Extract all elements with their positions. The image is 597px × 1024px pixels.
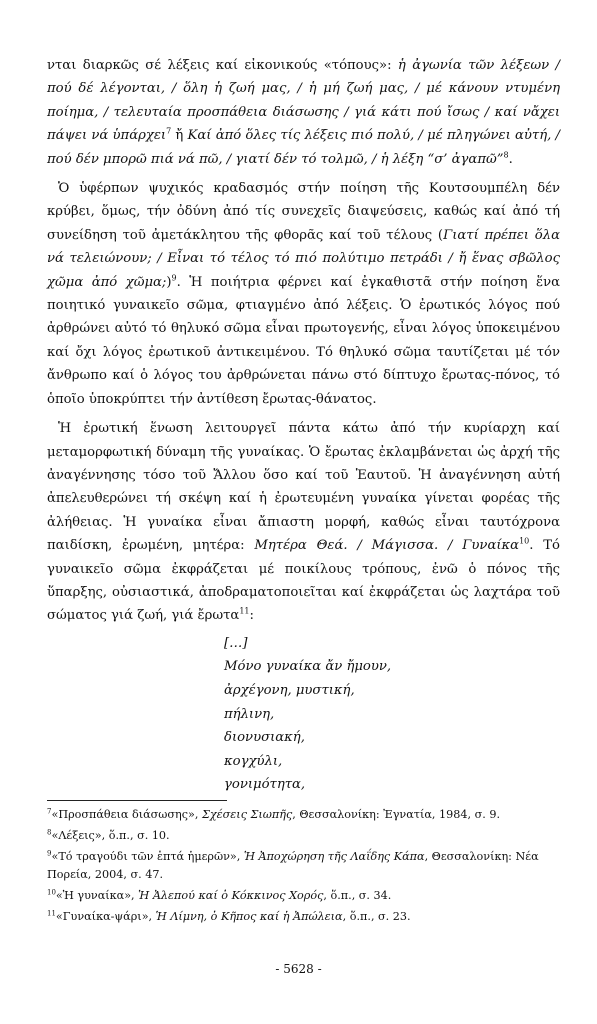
footnote-text: , ὅ.π., σ. 34. — [323, 889, 392, 902]
footnote-ref[interactable]: 7 — [166, 126, 172, 136]
text: ) — [166, 274, 172, 290]
footnote-text: «Τό τραγούδι τῶν ἑπτά ἡμερῶν», — [51, 850, 244, 863]
poem-quote: Μητέρα Θεά. / Μάγισσα. / Γυναίκα — [254, 538, 520, 554]
footnote-title: Ἡ Ἀποχώρηση τῆς Λαΐδης Κάπα — [243, 850, 425, 863]
paragraph-1 — [47, 54, 560, 171]
footnotes — [47, 806, 560, 929]
poem-quote: ἡ ἀγωνία τῶν λέξεων / πού δέ λέγονται, / ὅλη ἡ ζωή μας, / ἡ μή ζωή μας, / μέ κάνουν ντυμένη ποίημα, / τελευταία προσπάθεια διάσωσης / γιά κάτι πού ἴσως / καί νἄχει πάψει νά ὑπάρχει — [47, 58, 560, 144]
footnote-number: 11 — [47, 909, 56, 918]
footnote-ref[interactable]: 11 — [239, 606, 250, 616]
text: νται διαρκῶς σέ λέξεις καί εἰκονικούς «τόπους»: — [47, 58, 398, 73]
text: ἤ — [171, 128, 188, 144]
poem-line: γονιμότητα, — [224, 777, 306, 793]
footnote-number: 7 — [47, 807, 52, 816]
footnote-text: , ὅ.π., σ. 23. — [342, 910, 411, 923]
poem-line: ἀρχέγονη, μυστική, — [224, 682, 355, 698]
footnote — [47, 806, 560, 824]
footnote — [47, 887, 560, 905]
footnote — [47, 848, 560, 884]
paragraph-3 — [47, 417, 560, 628]
poem-line: […] — [224, 635, 248, 651]
footnote-divider — [47, 800, 227, 801]
text: : — [249, 608, 254, 624]
footnote-number: 9 — [47, 849, 52, 858]
main-text — [47, 54, 560, 797]
text: Ὁ ὑφέρπων ψυχικός κραδασμός στήν ποίηση τῆς Κουτσουμπέλη δέν κρύβει, ὅμως, τήν ὀδύνη ἀπό τίς συνεχεῖς διαψεύσεις, καθώς καί ἀπό τή συνείδηση τοῦ ἀμετάκλητου τῆς φθορᾶς καί τοῦ τέλους ( — [47, 181, 560, 243]
footnote-number: 8 — [47, 828, 52, 837]
paragraph-2 — [47, 177, 560, 411]
text: . Ἡ ποιήτρια φέρνει καί ἐγκαθιστᾶ στήν ποίηση ἕνα ποιητικό γυναικεῖο σῶμα, φτιαγμένο ἀπό λέξεις. Ὁ ἐρωτικός λόγος πού ἀρθρώνει αὐτό τό θηλυκό σῶμα εἶναι πρωτογενής, εἶναι λόγος ὑποκειμένου καί ὄχι λόγος ἐρωτικοῦ ἀντικειμένου. Τό θηλυκό σῶμα ταυτίζεται μέ τόν ἄνθρωπο καί ὁ λόγος του ἀρθρώνεται πάνω στό δίπτυχο ἔρωτας-πόνος, τό ὁποῖο ὑποκρύπτει τήν ἀντίθεση ἔρωτας-θάνατος. — [47, 274, 560, 407]
footnote — [47, 827, 560, 845]
text: Ἡ ἐρωτική ἕνωση λειτουργεῖ πάντα κάτω ἀπό τήν κυρίαρχη καί μεταμορφωτική δύναμη τῆς γυναίκας. Ὁ ἔρωτας ἐκλαμβάνεται ὡς ἀρχή τῆς ἀναγέννησης τόσο τοῦ Ἄλλου ὅσο καί τοῦ Ἑαυτοῦ. Ἡ ἀναγέννηση αὐτή ἀπελευθερώνει τή σκέψη καί ἡ ἐρωτευμένη γυναίκα γίνεται φορέας τῆς ἀλήθειας. Ἡ γυναίκα εἶναι ἄπιαστη μορφή, καθώς εἶναι ταυτόχρονα παιδίσκη, ἐρωμένη, μητέρα: — [47, 421, 560, 554]
footnote-text: , Θεσσαλονίκη: Νέα Πορεία, 2004, σ. 47. — [47, 850, 539, 881]
poem-line: κογχύλι, — [224, 753, 283, 769]
footnote-text: «Προσπάθεια διάσωσης», — [51, 808, 202, 821]
footnote-title: Σχέσεις Σιωπῆς — [201, 808, 293, 821]
footnote-ref[interactable]: 10 — [519, 536, 530, 546]
footnote-text: «Ἡ γυναίκα», — [55, 889, 139, 902]
footnote-text: , Θεσσαλονίκη: Ἐγνατία, 1984, σ. 9. — [292, 808, 501, 821]
footnote-text: «Λέξεις», ὅ.π., σ. 10. — [51, 829, 170, 842]
footnote-number: 10 — [47, 888, 56, 897]
footnote-title: Ἡ Ἀλεπού καί ὁ Κόκκινος Χορός — [138, 889, 324, 902]
poem-quote: Γιατί πρέπει ὅλα νά τελειώνουν; / Εἶναι τό τέλος τό πιό πολύτιμο πετράδι / ἤ ἕνας σβῶλος χῶμα ἀπό χῶμα; — [47, 227, 560, 290]
text: . Τό γυναικεῖο σῶμα ἐκφράζεται μέ ποικίλους τρόπους, ἐνῶ ὁ πόνος τῆς ὕπαρξης, οὐσιαστικά, ἀποδραματοποιεῖται καί ἐκφράζεται ὡς λαχτάρα τοῦ σώματος γιά ζωή, γιά ἔρωτα — [47, 538, 560, 624]
poem-quote: Καί ἀπό ὅλες τίς λέξεις πιό πολύ, / μέ πληγώνει αὐτή, / πού δέν μπορῶ πιά νά πῶ, / γιατί δέν τό τολμῶ, / ἡ λέξη “σ’ ἀγαπῶ” — [47, 128, 560, 167]
poem-line: διονυσιακή, — [224, 730, 305, 746]
footnote-ref[interactable]: 8 — [503, 150, 509, 160]
footnote-text: «Γυναίκα-ψάρι», — [55, 910, 156, 923]
footnote — [47, 908, 560, 926]
poem-line: πήλινη, — [224, 706, 275, 722]
poem-line: Μόνο γυναίκα ἄν ἤμουν, — [224, 659, 392, 675]
footnote-title: Ἡ Λίμνη, ὁ Κῆπος καί ἡ Ἀπώλεια — [155, 910, 343, 923]
page-number: - 5628 - — [275, 962, 322, 976]
text: . — [508, 151, 513, 167]
poem-excerpt — [224, 632, 560, 797]
footnote-ref[interactable]: 9 — [171, 273, 177, 283]
